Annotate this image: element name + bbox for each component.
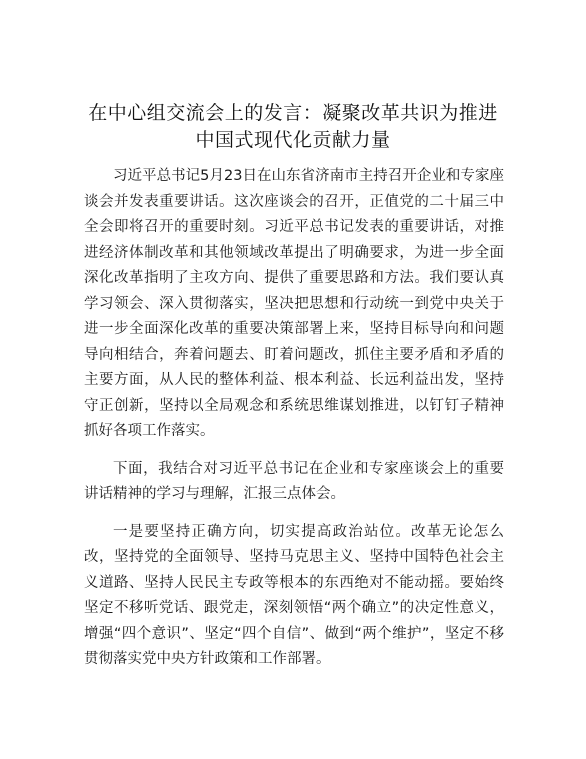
- document-title: 在中心组交流会上的发言：凝聚改革共识为推进中国式现代化贡献力量: [88, 102, 498, 151]
- body-paragraph-2: 下面，我结合对习近平总书记在企业和专家座谈会上的重要讲话精神的学习与理解，汇报三点体会。: [84, 460, 504, 502]
- body-paragraph-3: 一是要坚持正确方向，切实提高政治站位。改革无论怎么改，坚持党的全面领导、坚持马克思主义、坚持中国特色社会主义道路、坚持人民民主专政等根本的东西绝对不能动摇。要始终坚定不移听党话、跟党走，深刻领悟“两个确立”的决定性意义，增强“四个意识”、坚定“四个自信”、做到“两个维护”，坚定不移贯彻落实党中央方针政策和工作部署。: [84, 523, 504, 667]
- document-body: [84, 164, 504, 685]
- body-paragraph-1: 习近平总书记5月23日在山东省济南市主持召开企业和专家座谈会并发表重要讲话。这次座谈会的召开，正值党的二十届三中全会即将召开的重要时刻。习近平总书记发表的重要讲话，对推进经济体制改革和其他领域改革提出了明确要求，为进一步全面深化改革指明了主攻方向、提供了重要思路和方法。我们要认真学习领会、深入贯彻落实，坚决把思想和行动统一到党中央关于进一步全面深化改革的重要决策部署上来，坚持目标导向和问题导向相结合，奔着问题去、盯着问题改，抓住主要矛盾和矛盾的主要方面，从人民的整体利益、根本利益、长远利益出发，坚持守正创新，坚持以全局观念和系统思维谋划推进，以钉钉子精神抓好各项工作落实。: [84, 168, 504, 439]
